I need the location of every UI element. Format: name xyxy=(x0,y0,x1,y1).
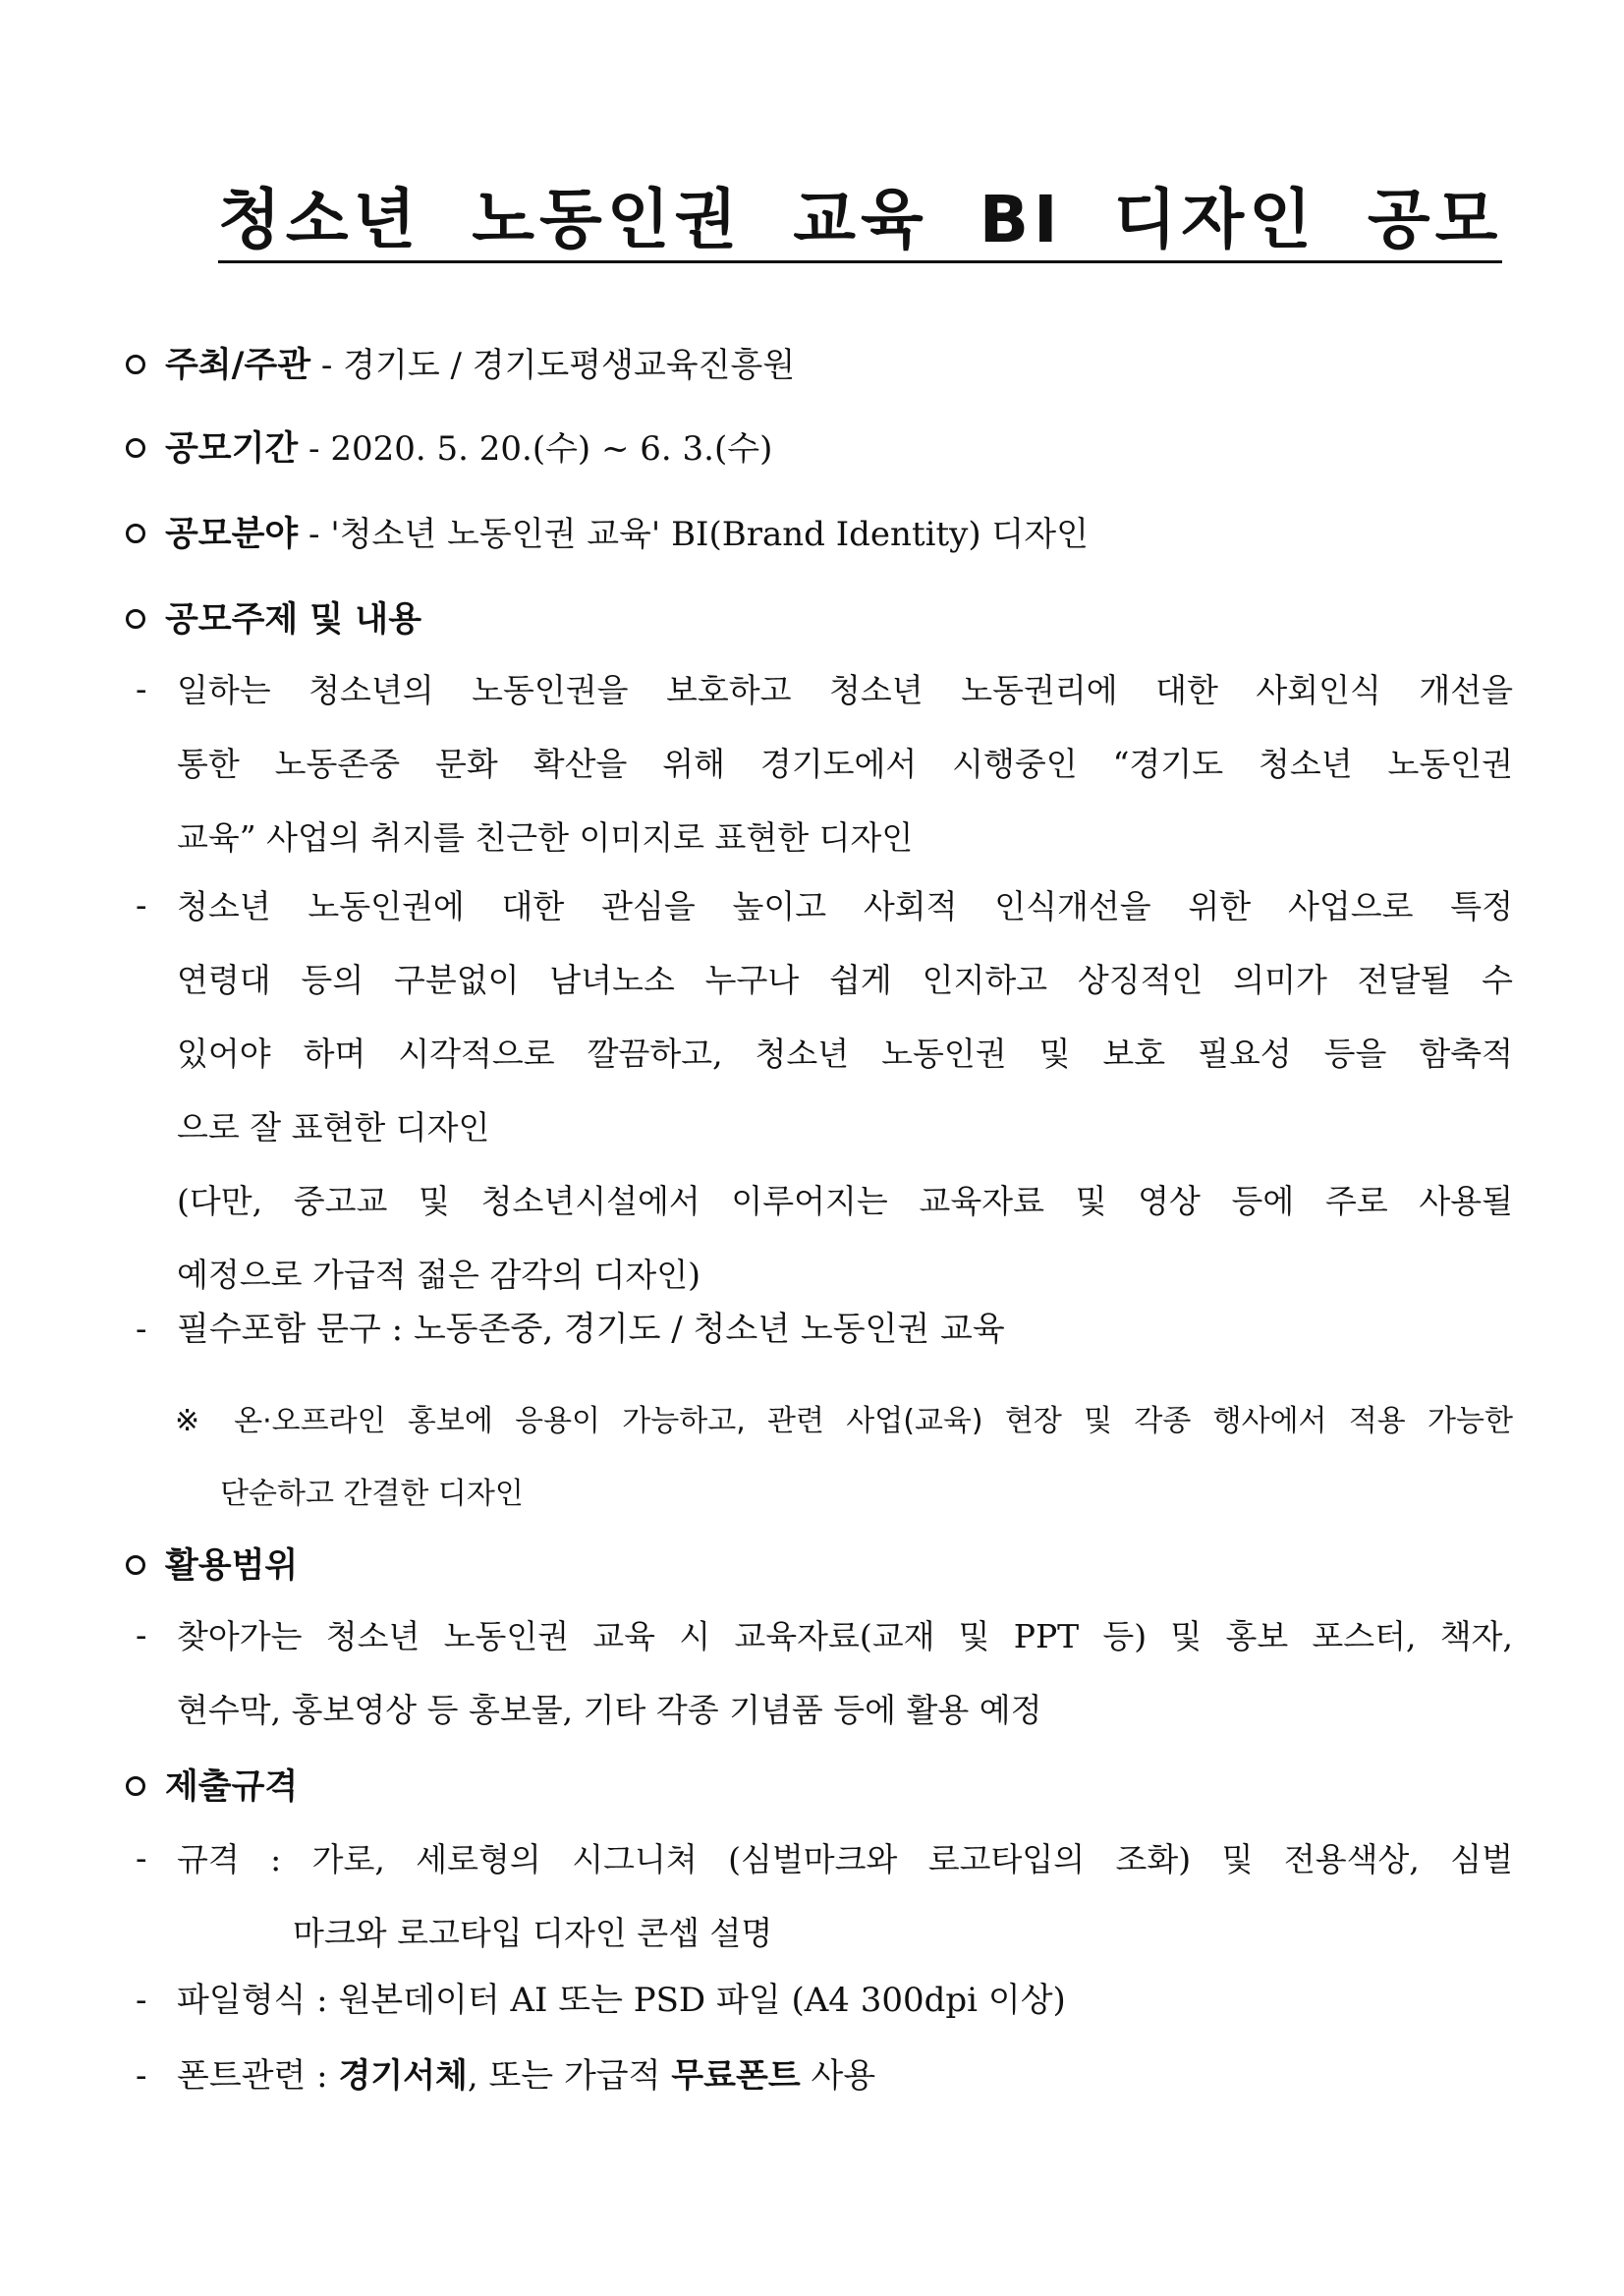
paragraph-line: 현수막, 홍보영상 등 홍보물, 기타 각종 기념품 등에 활용 예정 xyxy=(177,1691,1042,1729)
paragraph-line: 있어야 하며 시각적으로 깔끔하고, 청소년 노동인권 및 보호 필요성 등을 함축적 xyxy=(177,1035,1513,1073)
usage-text xyxy=(177,1599,1513,1747)
theme-item-2 xyxy=(177,869,1513,1312)
required-phrase-text: 필수포함 문구 : 노동존중, 경기도 / 청소년 노동인권 교육 xyxy=(177,1310,1005,1349)
paragraph-line: 연령대 등의 구분없이 남녀노소 누구나 쉽게 인지하고 상징적인 의미가 전달될 수 xyxy=(177,961,1513,999)
theme-note xyxy=(175,1385,1513,1531)
dash-marker: - xyxy=(136,1616,147,1655)
theme-item-1 xyxy=(177,653,1513,874)
theme-heading: 공모주제 및 내용 xyxy=(165,600,422,640)
paragraph-line: 마크와 로고타입 디자인 콘셉 설명 xyxy=(293,1914,773,1952)
title-container xyxy=(218,182,1503,263)
dash-marker: - xyxy=(136,1310,147,1349)
period-row xyxy=(165,429,772,469)
font-prefix: 폰트관련 : xyxy=(177,2056,339,2096)
period-value: - 2020. 5. 20.(수) ~ 6. 3.(수) xyxy=(298,429,773,469)
theme-item-3 xyxy=(177,1310,1005,1349)
spec-file-row xyxy=(177,1981,1066,2020)
paragraph-line: 찾아가는 청소년 노동인권 교육 시 교육자료(교재 및 PPT 등) 및 홍보 포스터, 책자, xyxy=(177,1617,1513,1655)
spec-heading-row xyxy=(165,1767,298,1807)
paragraph-line: 교육” 사업의 취지를 친근한 이미지로 표현한 디자인 xyxy=(177,818,914,857)
note-line: 단순하고 간결한 디자인 xyxy=(220,1477,524,1511)
file-format-text: 파일형식 : 원본데이터 AI 또는 PSD 파일 (A4 300dpi 이상) xyxy=(177,1981,1066,2020)
spec-size-text xyxy=(177,1822,1513,1970)
dash-marker: - xyxy=(136,1839,147,1878)
bullet-circle-icon xyxy=(126,355,145,374)
theme-heading-row xyxy=(165,600,421,640)
bullet-circle-icon xyxy=(126,524,145,543)
usage-heading-row xyxy=(165,1546,298,1586)
paragraph-line: (다만, 중고교 및 청소년시설에서 이루어지는 교육자료 및 영상 등에 주로 사용될 xyxy=(177,1182,1513,1220)
bullet-circle-icon xyxy=(126,1555,145,1575)
field-label: 공모분야 xyxy=(165,515,299,554)
paragraph-line: 으로 잘 표현한 디자인 xyxy=(177,1108,490,1147)
dash-marker: - xyxy=(136,670,147,709)
host-value: - 경기도 / 경기도평생교육진흥원 xyxy=(310,346,796,385)
spec-heading: 제출규격 xyxy=(165,1767,299,1807)
paragraph-line: 통한 노동존중 문화 확산을 위해 경기도에서 시행중인 “경기도 청소년 노동인권 xyxy=(177,745,1513,783)
font-bold-gyeonggi: 경기서체 xyxy=(338,2056,468,2096)
bullet-circle-icon xyxy=(126,438,145,458)
dash-marker: - xyxy=(136,886,147,925)
paragraph-line: 규격 : 가로, 세로형의 시그니쳐 (심벌마크와 로고타입의 조화) 및 전용색상, 심벌 xyxy=(177,1840,1513,1878)
bullet-circle-icon xyxy=(126,1776,145,1796)
paragraph-line: 예정으로 가급적 젊은 감각의 디자인) xyxy=(177,1256,701,1294)
dash-marker: - xyxy=(136,2056,147,2096)
bullet-circle-icon xyxy=(126,609,145,629)
field-row xyxy=(165,515,1089,554)
note-line: ※ 온·오프라인 홍보에 응용이 가능하고, 관련 사업(교육) 현장 및 각종 행사에서 적용 가능한 xyxy=(175,1404,1513,1438)
font-suffix: 사용 xyxy=(800,2056,876,2096)
paragraph-line: 청소년 노동인권에 대한 관심을 높이고 사회적 인식개선을 위한 사업으로 특정 xyxy=(177,887,1513,925)
field-value: - '청소년 노동인권 교육' BI(Brand Identity) 디자인 xyxy=(298,515,1089,554)
dash-marker: - xyxy=(136,1981,147,2020)
host-row xyxy=(165,346,795,385)
usage-heading: 활용범위 xyxy=(165,1546,299,1586)
font-bold-free: 무료폰트 xyxy=(671,2056,801,2096)
font-mid: , 또는 가급적 xyxy=(467,2056,672,2096)
page-title: 청소년 노동인권 교육 BI 디자인 공모 xyxy=(218,185,1502,263)
paragraph-line: 일하는 청소년의 노동인권을 보호하고 청소년 노동권리에 대한 사회인식 개선을 xyxy=(177,671,1513,709)
spec-font-row xyxy=(177,2056,875,2096)
period-label: 공모기간 xyxy=(165,429,299,469)
host-label: 주최/주관 xyxy=(165,346,311,385)
